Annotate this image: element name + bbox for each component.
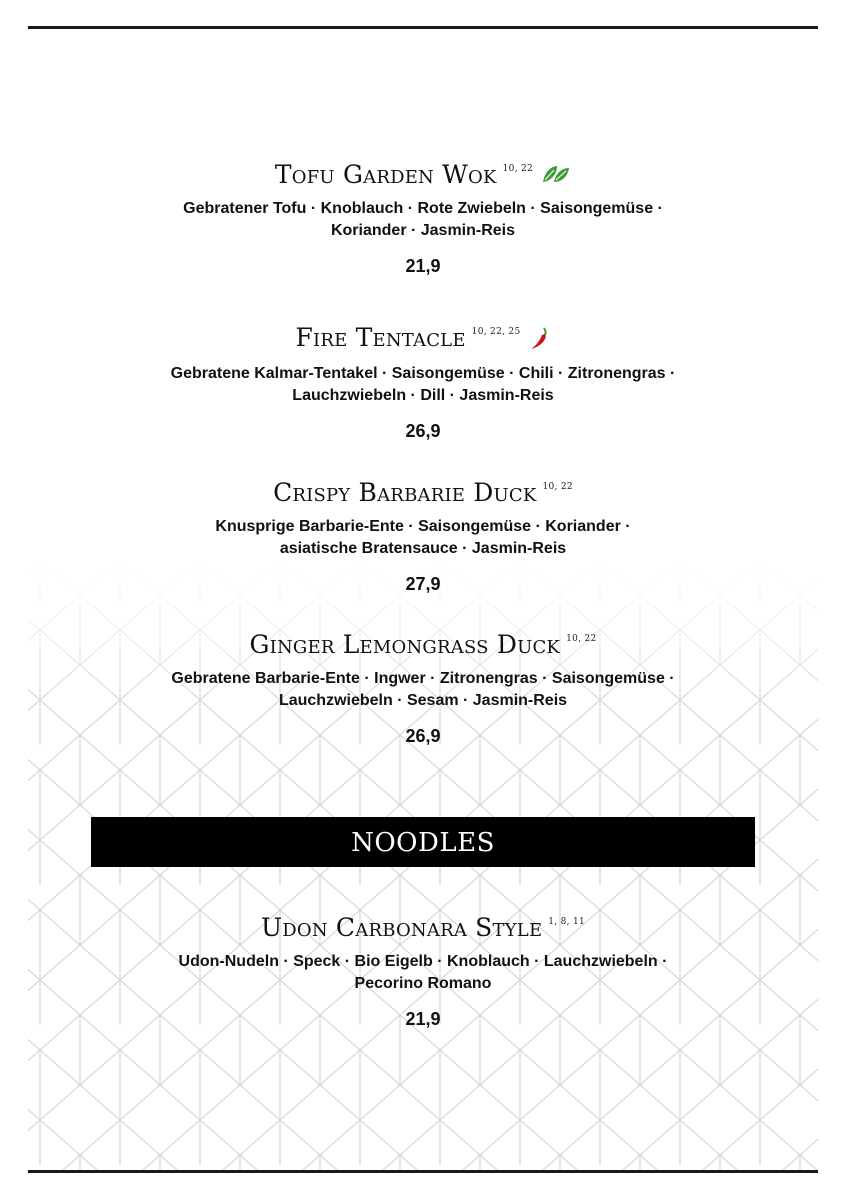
dish-description [0,516,846,560]
menu-item-ginger-lemongrass-duck [0,630,846,747]
allergen-codes: 10, 22, 25 [471,327,521,337]
dish-description-line: Koriander · Jasmin-Reis [330,222,516,239]
dish-description-line: Gebratene Kalmar-Tentakel · Saisongemüse · Chili · Zitronengras · [170,365,676,382]
allergen-codes: 10, 22 [502,164,534,174]
dish-title: Crispy Barbarie Duck [273,478,537,507]
dish-price: 26,9 [405,726,441,746]
leaf-icon [541,162,571,190]
dish-description-line: Lauchzwiebeln · Dill · Jasmin-Reis [292,387,554,404]
allergen-codes: 10, 22 [566,634,597,644]
dish-description-line: Gebratene Barbarie-Ente · Ingwer · Zitronengras · Saisongemüse · [171,670,675,687]
dish-price: 27,9 [405,574,441,594]
dish-description-line: Udon-Nudeln · Speck · Bio Eigelb · Knoblauch · Lauchzwiebeln · [178,953,668,970]
dish-price: 26,9 [405,421,441,441]
dish-title: Udon Carbonara Style [260,913,543,942]
menu-item-tofu-garden-wok [0,160,846,277]
dish-title: Ginger Lemongrass Duck [249,630,561,659]
chili-icon [528,325,550,355]
top-rule [28,26,818,29]
dish-description [0,951,846,995]
bottom-rule [28,1170,818,1173]
allergen-codes: 1, 8, 11 [548,917,586,927]
dish-description [0,668,846,712]
dish-description-line: Gebratener Tofu · Knoblauch · Rote Zwiebeln · Saisongemüse · [183,200,663,217]
dish-price: 21,9 [405,256,441,276]
menu-item-udon-carbonara-style [0,913,846,1030]
allergen-codes: 10, 22 [542,482,573,492]
dish-description [0,363,846,407]
dish-price: 21,9 [405,1009,441,1029]
dish-description [0,198,846,242]
section-header-noodles: NOODLES [91,817,755,867]
dish-description-line: Knusprige Barbarie-Ente · Saisongemüse · Koriander · [215,518,631,535]
menu-item-fire-tentacle [0,323,846,442]
dish-title: Tofu Garden Wok [274,160,497,189]
menu-item-crispy-barbarie-duck [0,478,846,595]
dish-title: Fire Tentacle [295,323,466,352]
dish-description-line: Pecorino Romano [354,975,492,992]
dish-description-line: asiatische Bratensauce · Jasmin-Reis [279,540,567,557]
dish-description-line: Lauchzwiebeln · Sesam · Jasmin-Reis [278,692,568,709]
